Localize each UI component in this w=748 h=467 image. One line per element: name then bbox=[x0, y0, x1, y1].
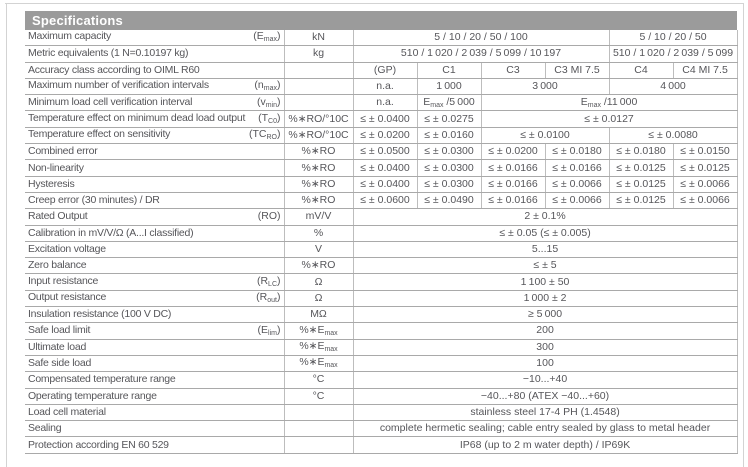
spec-row bbox=[25, 290, 737, 306]
spec-row bbox=[25, 404, 737, 420]
unit-cell bbox=[284, 78, 353, 94]
unit-cell bbox=[284, 62, 353, 78]
spec-row bbox=[25, 78, 737, 94]
value-cell: ≤ ± 0.0275 bbox=[417, 111, 481, 127]
value-cell: ≤ ± 0.0160 bbox=[417, 127, 481, 143]
param-cell bbox=[25, 241, 284, 257]
value-cell: ≤ ± 0.0080 bbox=[609, 127, 737, 143]
param-label: Creep error (30 minutes) / DR bbox=[28, 194, 160, 207]
value-cell: 1 100 ± 50 bbox=[353, 274, 737, 290]
spec-row bbox=[25, 209, 737, 225]
spec-row bbox=[25, 388, 737, 404]
unit-cell bbox=[284, 421, 353, 437]
spec-row bbox=[25, 144, 737, 160]
unit-cell: $\%∗E_{max}$ bbox=[284, 323, 353, 339]
param-label: Ultimate load bbox=[28, 340, 87, 353]
param-cell bbox=[25, 209, 284, 225]
value-cell: ≤ ± 0.0180 bbox=[545, 144, 609, 160]
value-cell: complete hermetic sealing; cable entry sealed by glass to metal header bbox=[353, 421, 737, 437]
param-symbol: $(T_{C0})$ bbox=[258, 111, 281, 125]
param-label: Calibration in mV/V/Ω (A...I classified) bbox=[28, 226, 194, 239]
value-cell: ≤ ± 0.0150 bbox=[673, 144, 737, 160]
unit-cell: %∗RO bbox=[284, 192, 353, 208]
param-label: Input resistance bbox=[28, 274, 99, 287]
value-cell: ≤ ± 0.0125 bbox=[673, 160, 737, 176]
param-cell bbox=[25, 258, 284, 274]
value-cell: ≥ 5 000 bbox=[353, 307, 737, 323]
spec-table-body bbox=[25, 30, 737, 453]
value-cell: ≤ ± 0.0100 bbox=[481, 127, 609, 143]
param-symbol: $(TC_{RO})$ bbox=[249, 128, 281, 142]
param-label: Maximum number of verification intervals bbox=[28, 79, 209, 92]
value-cell: IP68 (up to 2 m water depth) / IP69K bbox=[353, 437, 737, 453]
value-cell: 300 bbox=[353, 339, 737, 355]
page-title: Specifications bbox=[25, 11, 737, 30]
value-cell: ≤ ± 0.0125 bbox=[609, 160, 673, 176]
value-cell: 5 / 10 / 20 / 50 bbox=[609, 30, 737, 46]
param-cell bbox=[25, 339, 284, 355]
specifications-table bbox=[25, 11, 738, 454]
spec-row bbox=[25, 421, 737, 437]
value-cell: ≤ ± 0.0600 bbox=[353, 192, 417, 208]
spec-row bbox=[25, 160, 737, 176]
value-cell: 100 bbox=[353, 355, 737, 371]
param-label: Safe load limit bbox=[28, 323, 91, 336]
param-symbol: $(E_{max})$ bbox=[253, 30, 281, 44]
value-cell: ≤ ± 0.0166 bbox=[481, 176, 545, 192]
spec-row bbox=[25, 274, 737, 290]
value-cell: n.a. bbox=[353, 78, 417, 94]
value-cell: C1 bbox=[417, 62, 481, 78]
unit-cell: %∗RO bbox=[284, 258, 353, 274]
value-cell: ≤ ± 5 bbox=[353, 258, 737, 274]
value-cell: ≤ ± 0.0066 bbox=[673, 192, 737, 208]
value-cell: 5...15 bbox=[353, 241, 737, 257]
spec-row bbox=[25, 127, 737, 143]
value-cell: stainless steel 17-4 PH (1.4548) bbox=[353, 404, 737, 420]
value-cell: ≤ ± 0.0166 bbox=[481, 160, 545, 176]
param-cell bbox=[25, 307, 284, 323]
param-label: Load cell material bbox=[28, 405, 106, 418]
value-cell: 3 000 bbox=[481, 78, 609, 94]
unit-cell: Ω bbox=[284, 274, 353, 290]
param-label: Temperature effect on sensitivity bbox=[28, 128, 171, 141]
unit-cell: °C bbox=[284, 388, 353, 404]
value-cell: ≤ ± 0.0066 bbox=[545, 192, 609, 208]
value-cell: ≤ ± 0.0200 bbox=[353, 127, 417, 143]
value-cell: 5 / 10 / 20 / 50 / 100 bbox=[353, 30, 609, 46]
param-label: Rated Output bbox=[28, 210, 88, 223]
unit-cell: kN bbox=[284, 30, 353, 46]
param-cell bbox=[25, 388, 284, 404]
param-symbol: $(n_{max})$ bbox=[254, 79, 281, 93]
param-cell bbox=[25, 62, 284, 78]
unit-cell: %∗RO bbox=[284, 160, 353, 176]
unit-cell: %∗RO/°10C bbox=[284, 111, 353, 127]
unit-cell: $\%∗E_{max}$ bbox=[284, 339, 353, 355]
param-cell bbox=[25, 111, 284, 127]
spec-row bbox=[25, 111, 737, 127]
value-cell: −40...+80 (ATEX −40...+60) bbox=[353, 388, 737, 404]
unit-cell bbox=[284, 437, 353, 453]
param-cell bbox=[25, 95, 284, 111]
value-cell: 200 bbox=[353, 323, 737, 339]
spec-row bbox=[25, 258, 737, 274]
param-cell bbox=[25, 323, 284, 339]
param-cell bbox=[25, 160, 284, 176]
param-cell bbox=[25, 421, 284, 437]
value-cell: 1 000 ± 2 bbox=[353, 290, 737, 306]
param-cell bbox=[25, 225, 284, 241]
value-cell: 4 000 bbox=[609, 78, 737, 94]
param-cell bbox=[25, 404, 284, 420]
param-label: Sealing bbox=[28, 422, 62, 435]
param-label: Compensated temperature range bbox=[28, 373, 176, 386]
value-cell: ≤ ± 0.0125 bbox=[609, 192, 673, 208]
unit-cell bbox=[284, 95, 353, 111]
value-cell: ≤ ± 0.0400 bbox=[353, 111, 417, 127]
param-cell bbox=[25, 127, 284, 143]
spec-row bbox=[25, 62, 737, 78]
spec-row bbox=[25, 372, 737, 388]
value-cell: n.a. bbox=[353, 95, 417, 111]
value-cell: ≤ ± 0.0490 bbox=[417, 192, 481, 208]
value-cell: $E_{max}$ /11 000 bbox=[481, 95, 737, 111]
param-label: Maximum capacity bbox=[28, 30, 111, 43]
value-cell: C3 bbox=[481, 62, 545, 78]
param-cell bbox=[25, 355, 284, 371]
param-cell bbox=[25, 372, 284, 388]
value-cell: 510 / 1 020 / 2 039 / 5 099 / 10 197 bbox=[353, 46, 609, 62]
param-cell bbox=[25, 144, 284, 160]
param-label: Temperature effect on minimum dead load output bbox=[28, 111, 246, 124]
param-label: Non-linearity bbox=[28, 161, 84, 174]
unit-cell: MΩ bbox=[284, 307, 353, 323]
value-cell: C4 bbox=[609, 62, 673, 78]
param-cell bbox=[25, 46, 284, 62]
value-cell: ≤ ± 0.0180 bbox=[609, 144, 673, 160]
param-symbol: $(E_{lim})$ bbox=[257, 323, 281, 337]
unit-cell: $\%∗E_{max}$ bbox=[284, 355, 353, 371]
value-cell: ≤ ± 0.0066 bbox=[545, 176, 609, 192]
param-label: Accuracy class according to OIML R60 bbox=[28, 63, 200, 76]
value-cell: (GP) bbox=[353, 62, 417, 78]
value-cell: C3 MI 7.5 bbox=[545, 62, 609, 78]
param-cell bbox=[25, 78, 284, 94]
unit-cell: °C bbox=[284, 372, 353, 388]
unit-cell bbox=[284, 404, 353, 420]
page-frame-left-line bbox=[6, 3, 7, 467]
value-cell: ≤ ± 0.0300 bbox=[417, 144, 481, 160]
value-cell: ≤ ± 0.0127 bbox=[481, 111, 737, 127]
spec-row bbox=[25, 437, 737, 453]
param-cell bbox=[25, 192, 284, 208]
table-header-row bbox=[25, 11, 737, 30]
page-frame-top-line bbox=[5, 3, 743, 4]
param-cell bbox=[25, 176, 284, 192]
spec-row bbox=[25, 355, 737, 371]
param-symbol: (RO) bbox=[257, 210, 281, 223]
unit-cell: Ω bbox=[284, 290, 353, 306]
spec-row bbox=[25, 323, 737, 339]
value-cell: ≤ ± 0.0300 bbox=[417, 176, 481, 192]
value-cell: $E_{max}$ /5 000 bbox=[417, 95, 481, 111]
param-label: Hysteresis bbox=[28, 177, 75, 190]
value-cell: ≤ ± 0.0066 bbox=[673, 176, 737, 192]
unit-cell: V bbox=[284, 241, 353, 257]
param-symbol: $(R_{out})$ bbox=[256, 291, 281, 305]
param-cell bbox=[25, 290, 284, 306]
value-cell: ≤ ± 0.0166 bbox=[481, 192, 545, 208]
param-label: Minimum load cell verification interval bbox=[28, 95, 193, 108]
page-frame-right-line bbox=[743, 3, 744, 467]
value-cell: ≤ ± 0.0200 bbox=[481, 144, 545, 160]
value-cell: ≤ ± 0.0300 bbox=[417, 160, 481, 176]
param-symbol: $(v_{min})$ bbox=[256, 95, 281, 109]
param-cell bbox=[25, 30, 284, 46]
unit-cell: mV/V bbox=[284, 209, 353, 225]
unit-cell: kg bbox=[284, 46, 353, 62]
param-label: Operating temperature range bbox=[28, 389, 157, 402]
param-label: Safe side load bbox=[28, 357, 92, 370]
spec-row bbox=[25, 307, 737, 323]
spec-row bbox=[25, 225, 737, 241]
unit-cell: %∗RO bbox=[284, 144, 353, 160]
value-cell: ≤ ± 0.0500 bbox=[353, 144, 417, 160]
param-cell bbox=[25, 274, 284, 290]
spec-row bbox=[25, 339, 737, 355]
param-cell bbox=[25, 437, 284, 453]
param-label: Output resistance bbox=[28, 291, 107, 304]
param-label: Insulation resistance (100 V DC) bbox=[28, 308, 172, 321]
unit-cell: % bbox=[284, 225, 353, 241]
param-label: Excitation voltage bbox=[28, 243, 106, 255]
value-cell: ≤ ± 0.0400 bbox=[353, 176, 417, 192]
spec-row bbox=[25, 241, 737, 257]
param-label: Protection according EN 60 529 bbox=[28, 438, 169, 451]
value-cell: −10...+40 bbox=[353, 372, 737, 388]
param-label: Metric equivalents (1 N=0.10197 kg) bbox=[28, 47, 189, 60]
spec-row bbox=[25, 46, 737, 62]
spec-row bbox=[25, 176, 737, 192]
value-cell: 2 ± 0.1% bbox=[353, 209, 737, 225]
unit-cell: %∗RO bbox=[284, 176, 353, 192]
param-symbol: $(R_{LC})$ bbox=[256, 274, 281, 288]
unit-cell: %∗RO/°10C bbox=[284, 127, 353, 143]
value-cell: ≤ ± 0.0400 bbox=[353, 160, 417, 176]
value-cell: ≤ ± 0.0125 bbox=[609, 176, 673, 192]
spec-row bbox=[25, 95, 737, 111]
value-cell: 510 / 1 020 / 2 039 / 5 099 bbox=[609, 46, 737, 62]
param-label: Combined error bbox=[28, 145, 98, 158]
value-cell: C4 MI 7.5 bbox=[673, 62, 737, 78]
param-label: Zero balance bbox=[28, 259, 87, 272]
spec-row bbox=[25, 192, 737, 208]
value-cell: ≤ ± 0.0166 bbox=[545, 160, 609, 176]
value-cell: 1 000 bbox=[417, 78, 481, 94]
spec-row bbox=[25, 30, 737, 46]
value-cell: ≤ ± 0.05 (≤ ± 0.005) bbox=[353, 225, 737, 241]
